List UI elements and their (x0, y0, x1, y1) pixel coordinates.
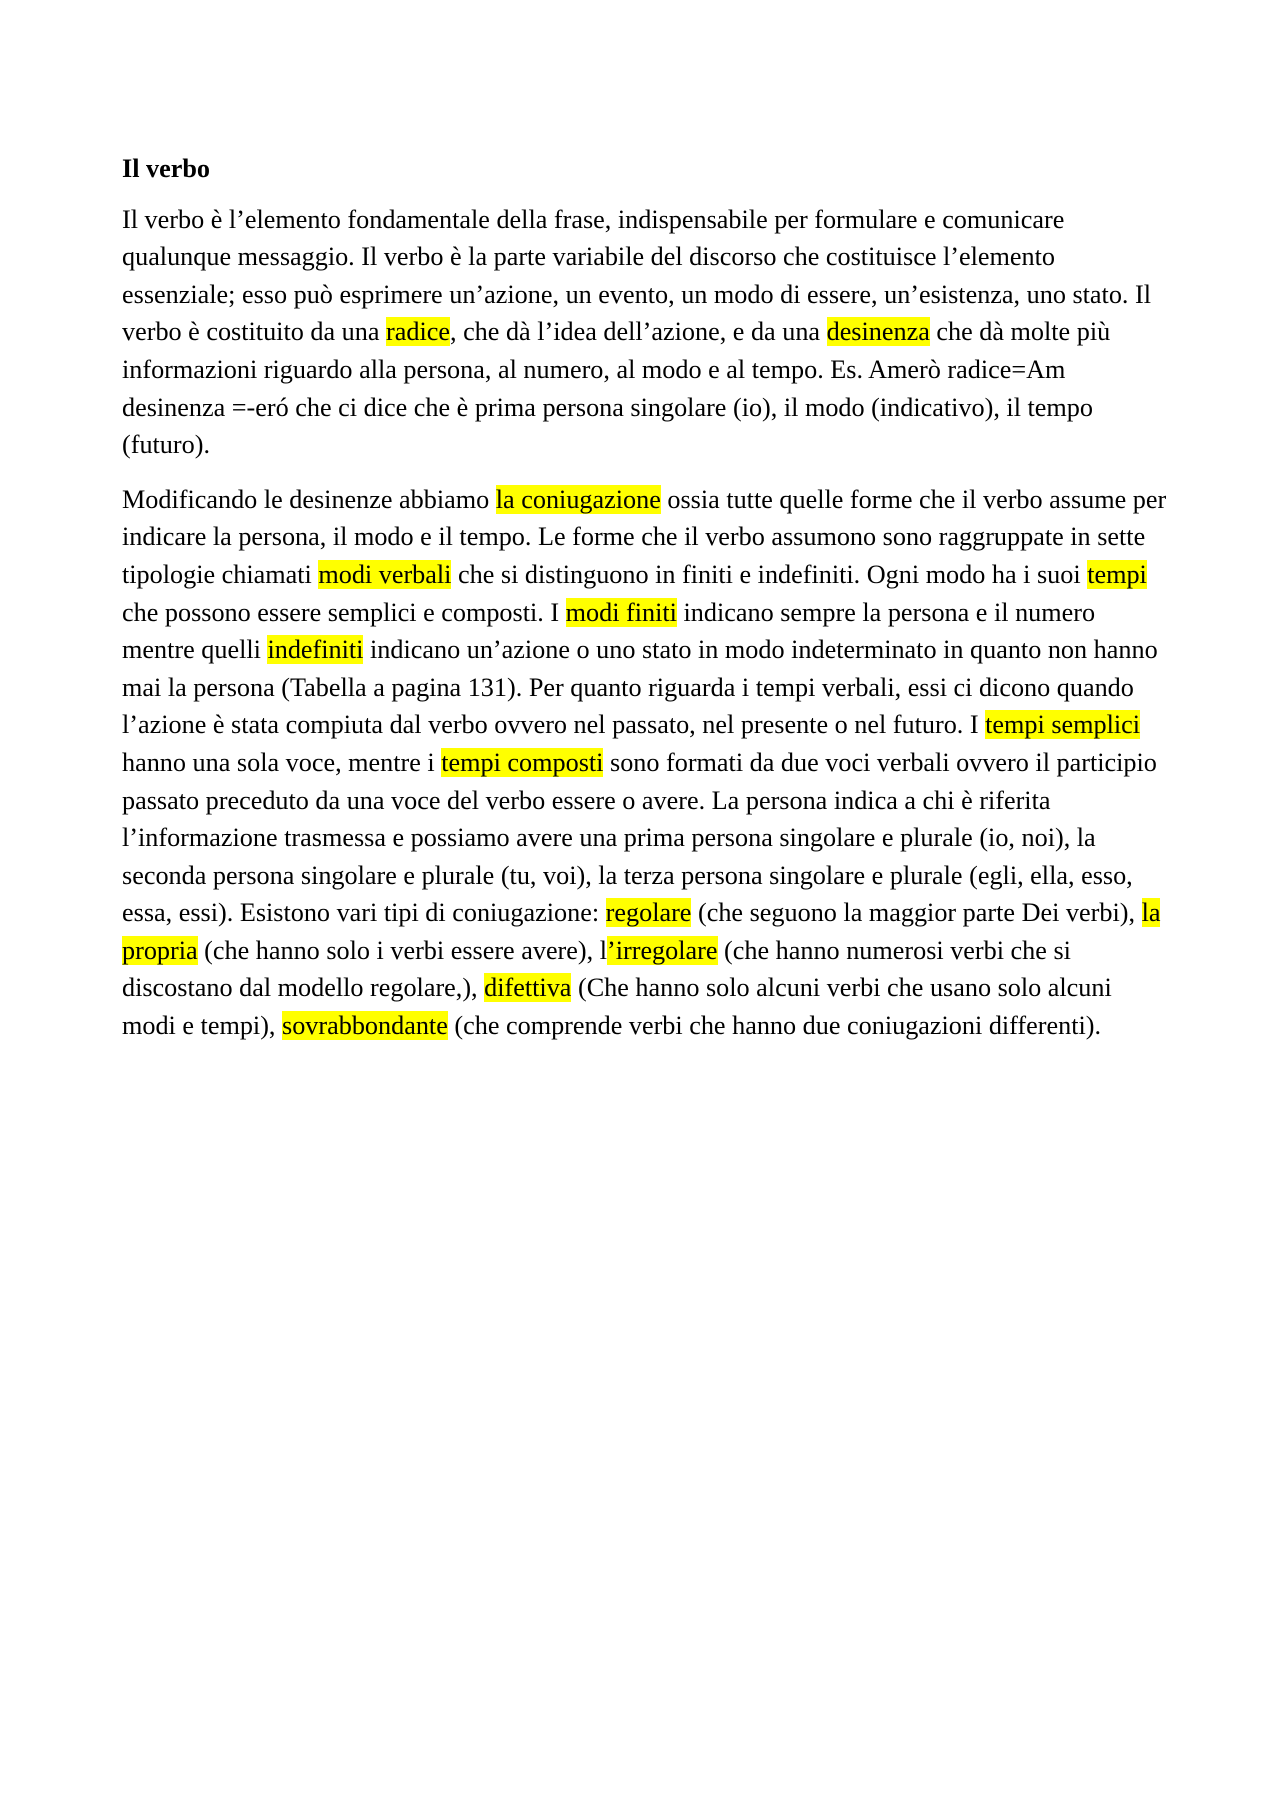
highlighted-term: modi finiti (565, 597, 677, 627)
text-run: Il verbo è l’elemento fondamentale della frase, indispensabile per formulare e comunicare qualunque messaggio. Il verbo è la parte variabile del discorso che costituisce l’elemento essenziale; esso può esprimere un’azione, un evento, un modo di essere, un’esistenza, uno stato. Il verbo è costituito da una (122, 204, 1152, 347)
paragraph (122, 201, 1172, 464)
text-run: Modificando le desinenze abbiamo (122, 484, 496, 514)
document-body (122, 201, 1172, 1045)
highlighted-term: tempi composti (441, 747, 604, 777)
highlighted-term: desinenza (826, 317, 930, 347)
highlighted-term: regolare (605, 898, 692, 928)
highlighted-term: tempi (1087, 559, 1147, 589)
text-run: (che seguono la maggior parte Dei verbi), (691, 898, 1142, 928)
text-run: , che dà l’idea dell’azione, e da una (449, 317, 827, 347)
text-run: hanno una sola voce, mentre i (122, 747, 442, 777)
text-run: ossia tutte quelle forme che il verbo assume per indicare la persona, il modo e il tempo. Le forme che il verbo assumono sono raggruppate in sette tipologie chiamati (122, 484, 1167, 589)
text-run: (che hanno solo i verbi essere avere), l (197, 935, 607, 965)
highlighted-term: tempi semplici (985, 710, 1141, 740)
highlighted-term: ’irregolare (607, 935, 718, 965)
text-run: sono formati da due voci verbali ovvero il participio passato preceduto da una voce del verbo essere o avere. La persona indica a chi è riferita l’informazione trasmessa e possiamo avere una prima persona singolare e plurale (io, noi), la seconda persona singolare e plurale (tu, voi), la terza persona singolare e plurale (egli, ella, esso, essa, essi). Esistono vari tipi di coniugazione: (122, 747, 1157, 928)
highlighted-term: la coniugazione (495, 484, 661, 514)
text-run: indicano un’azione o uno stato in modo indeterminato in quanto non hanno mai la persona (Tabella a pagina 131). Per quanto riguarda i tempi verbali, essi ci dicono quando l’azione è stata compiuta dal verbo ovvero nel passato, nel presente o nel futuro. I (122, 635, 1158, 740)
highlighted-term: indefiniti (267, 635, 364, 665)
text-run: indicano sempre la persona e il numero mentre quelli (122, 597, 1096, 665)
highlighted-term: difettiva (484, 973, 572, 1003)
highlighted-term: radice (386, 317, 450, 347)
text-run: che si distinguono in finiti e indefiniti. Ogni modo ha i suoi (451, 559, 1088, 589)
text-run: (Che hanno solo alcuni verbi che usano solo alcuni modi e tempi), (122, 973, 1112, 1041)
text-run: che dà molte più informazioni riguardo alla persona, al numero, al modo e al tempo. Es. Amerò radice=Am desinenza =-eró che ci dice che è prima persona singolare (io), il modo (indicativo), il tempo (futuro). (122, 317, 1111, 460)
paragraph (122, 481, 1172, 1045)
text-run: (che hanno numerosi verbi che si discostano dal modello regolare,), (122, 935, 1071, 1003)
highlighted-term: la propria (122, 898, 1161, 965)
text-run: che possono essere semplici e composti. I (122, 597, 566, 627)
document-page (122, 150, 1172, 1062)
highlighted-term: sovrabbondante (282, 1011, 448, 1041)
text-run: (che comprende verbi che hanno due coniugazioni differenti). (447, 1011, 1102, 1041)
highlighted-term: modi verbali (318, 559, 452, 589)
document-title: Il verbo (122, 154, 211, 183)
